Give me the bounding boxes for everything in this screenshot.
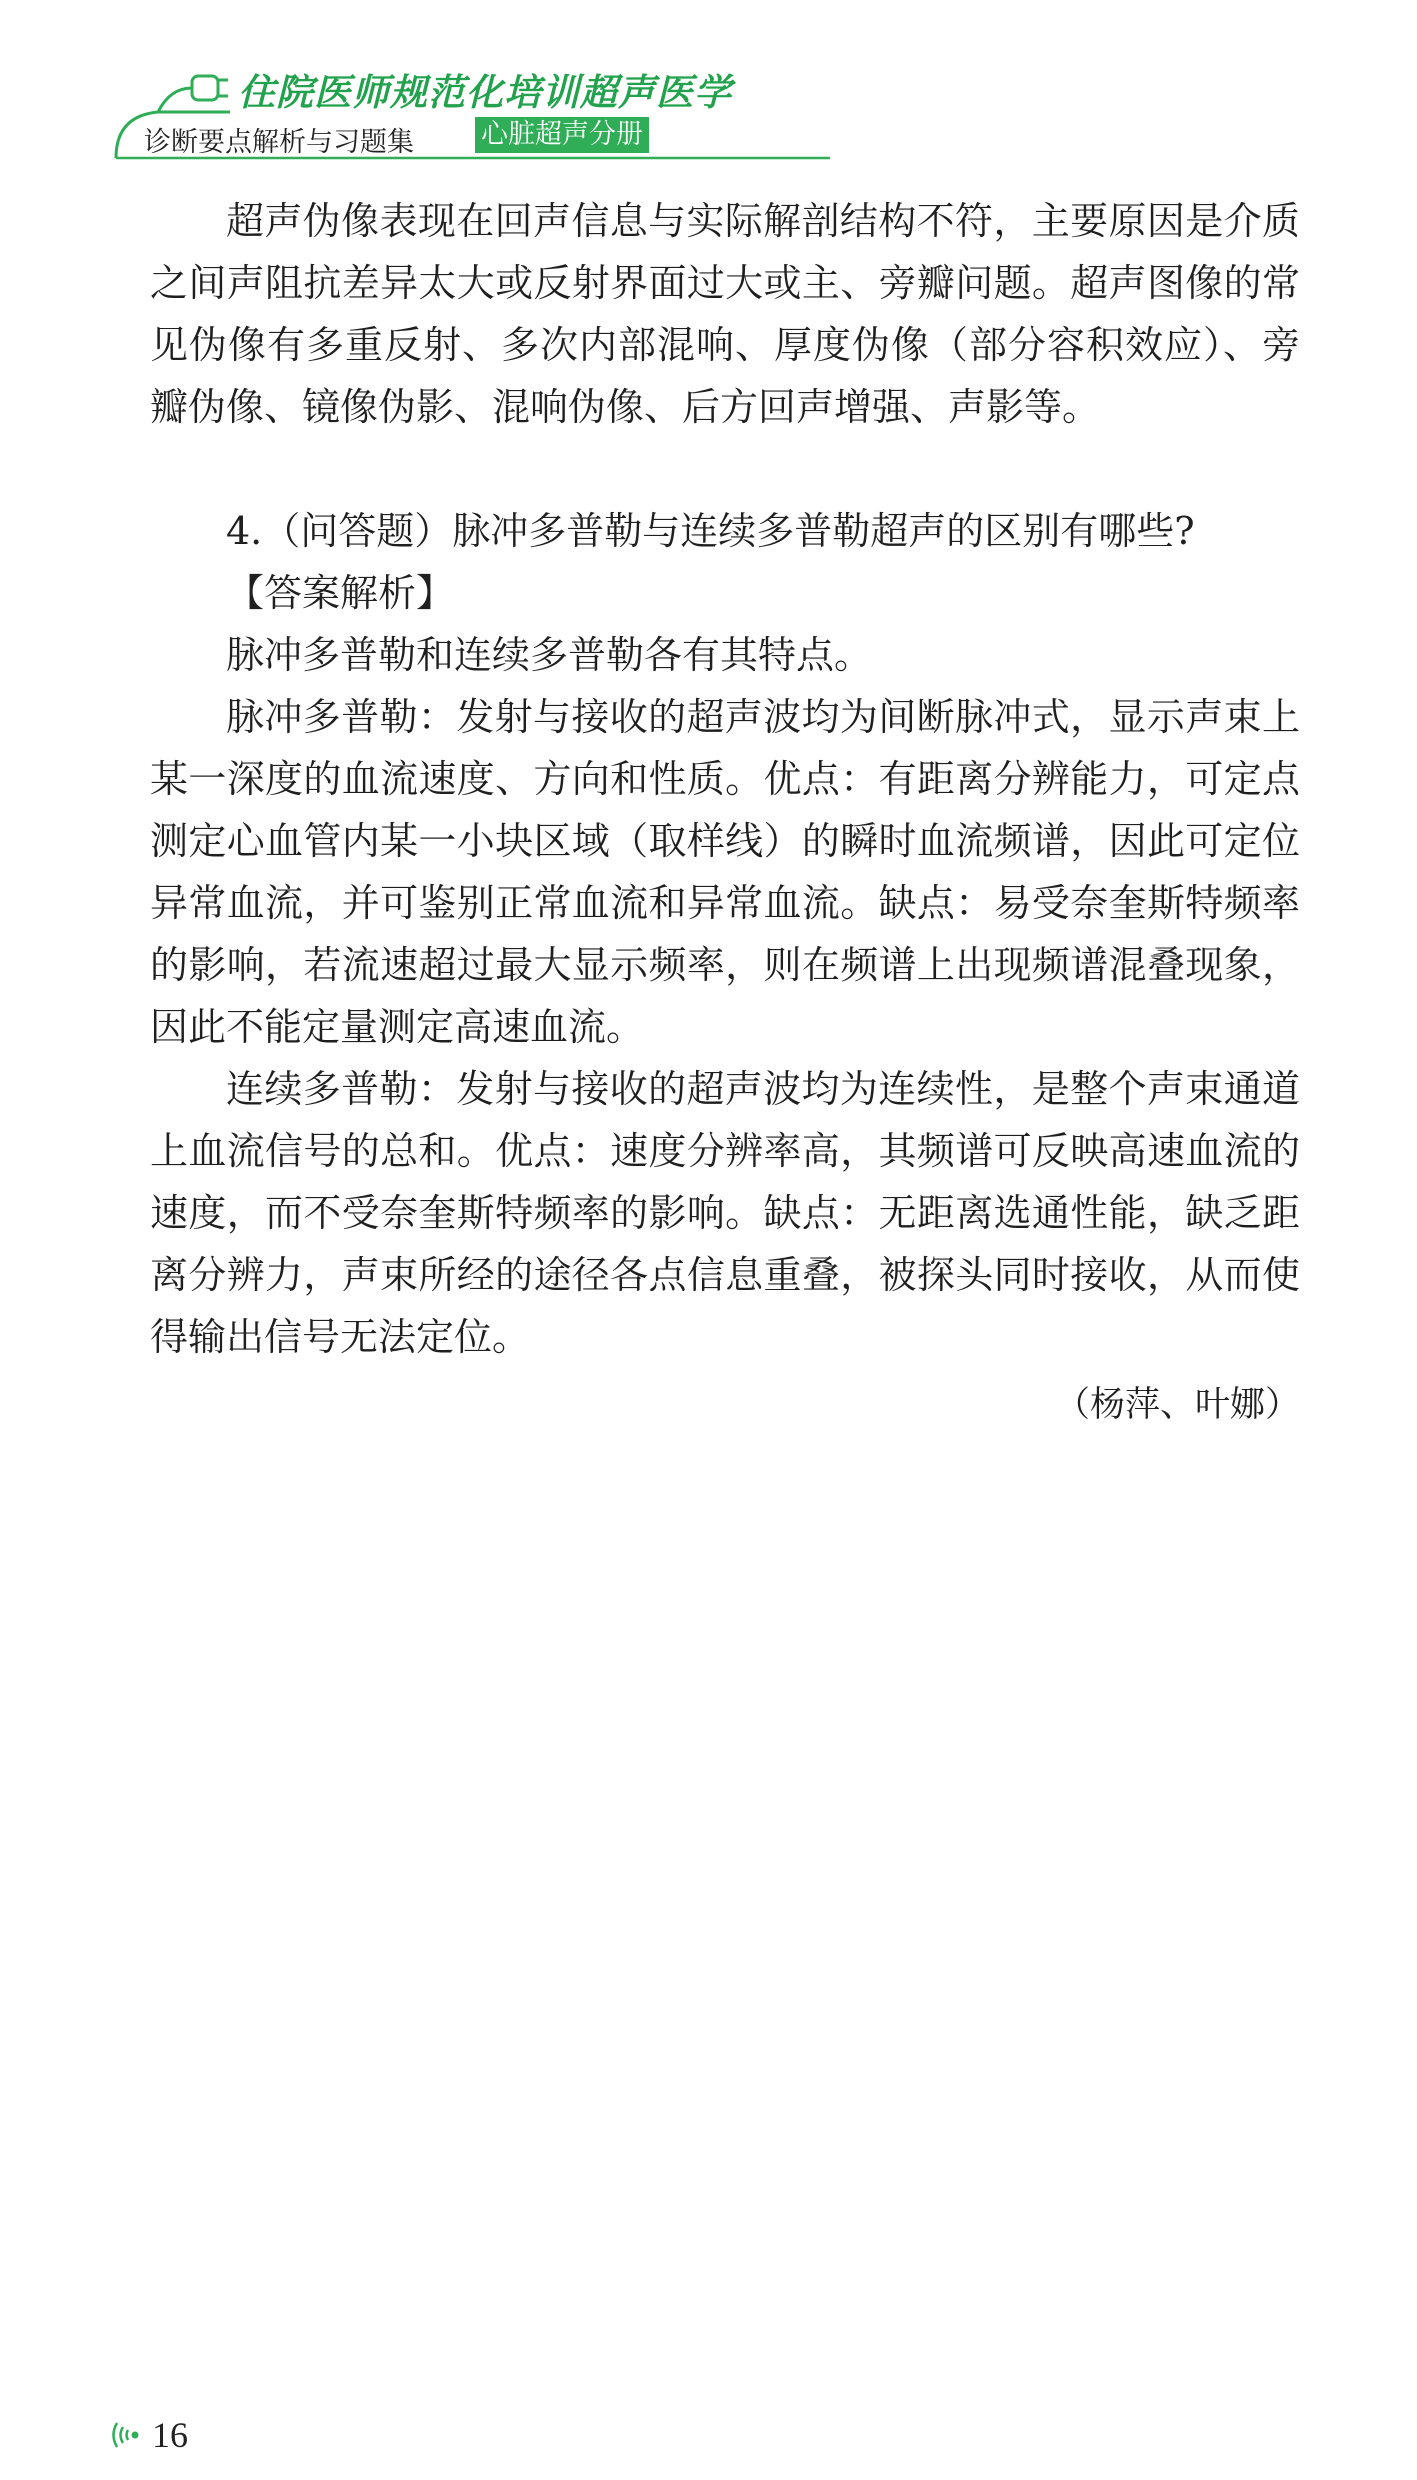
volume-tag: 心脏超声分册 xyxy=(475,117,649,153)
question-heading: 4.（问答题）脉冲多普勒与连续多普勒超声的区别有哪些? xyxy=(226,509,1195,553)
paragraph-continuous-doppler: 连续多普勒：发射与接收的超声波均为连续性，是整个声束通道上血流信号的总和。优点：速度分辨率高，其频谱可反映高速血流的速度，而不受奈奎斯特频率的影响。缺点：无距离选通性能，缺乏距离分辨力，声束所经的途径各点信息重叠，被探头同时接收，从而使得输出信号无法定位。 xyxy=(150,1067,1300,1359)
paragraph-artifact: 超声伪像表现在回声信息与实际解剖结构不符，主要原因是介质之间声阻抗差异太大或反射界面过大或主、旁瓣问题。超声图像的常见伪像有多重反射、多次内部混响、厚度伪像（部分容积效应）、旁瓣伪像、镜像伪影、混响伪像、后方回声增强、声影等。 xyxy=(150,199,1300,429)
sound-wave-icon xyxy=(108,2418,142,2452)
series-title: 住院医师规范化培训超声医学 xyxy=(238,71,732,114)
page-number: 16 xyxy=(152,2415,188,2455)
ultrasound-probe-icon xyxy=(158,76,228,112)
book-subtitle: 诊断要点解析与习题集 xyxy=(144,127,414,158)
authors: （杨萍、叶娜） xyxy=(1054,1385,1300,1425)
paragraph-intro: 脉冲多普勒和连续多普勒各有其特点。 xyxy=(226,633,873,677)
paragraph-pulsed-doppler: 脉冲多普勒：发射与接收的超声波均为间断脉冲式，显示声束上某一深度的血流速度、方向和性质。优点：有距离分辨能力，可定点测定心血管内某一小块区域（取样线）的瞬时血流频谱，因此可定位异常血流，并可鉴别正常血流和异常血流。缺点：易受奈奎斯特频率的影响，若流速超过最大显示频率，则在频谱上出现频谱混叠现象，因此不能定量测定高速血流。 xyxy=(150,695,1300,1049)
page-footer xyxy=(108,2410,188,2460)
answer-label: 【答案解析】 xyxy=(226,571,455,615)
page-body xyxy=(150,190,1300,1436)
running-header xyxy=(110,58,830,168)
